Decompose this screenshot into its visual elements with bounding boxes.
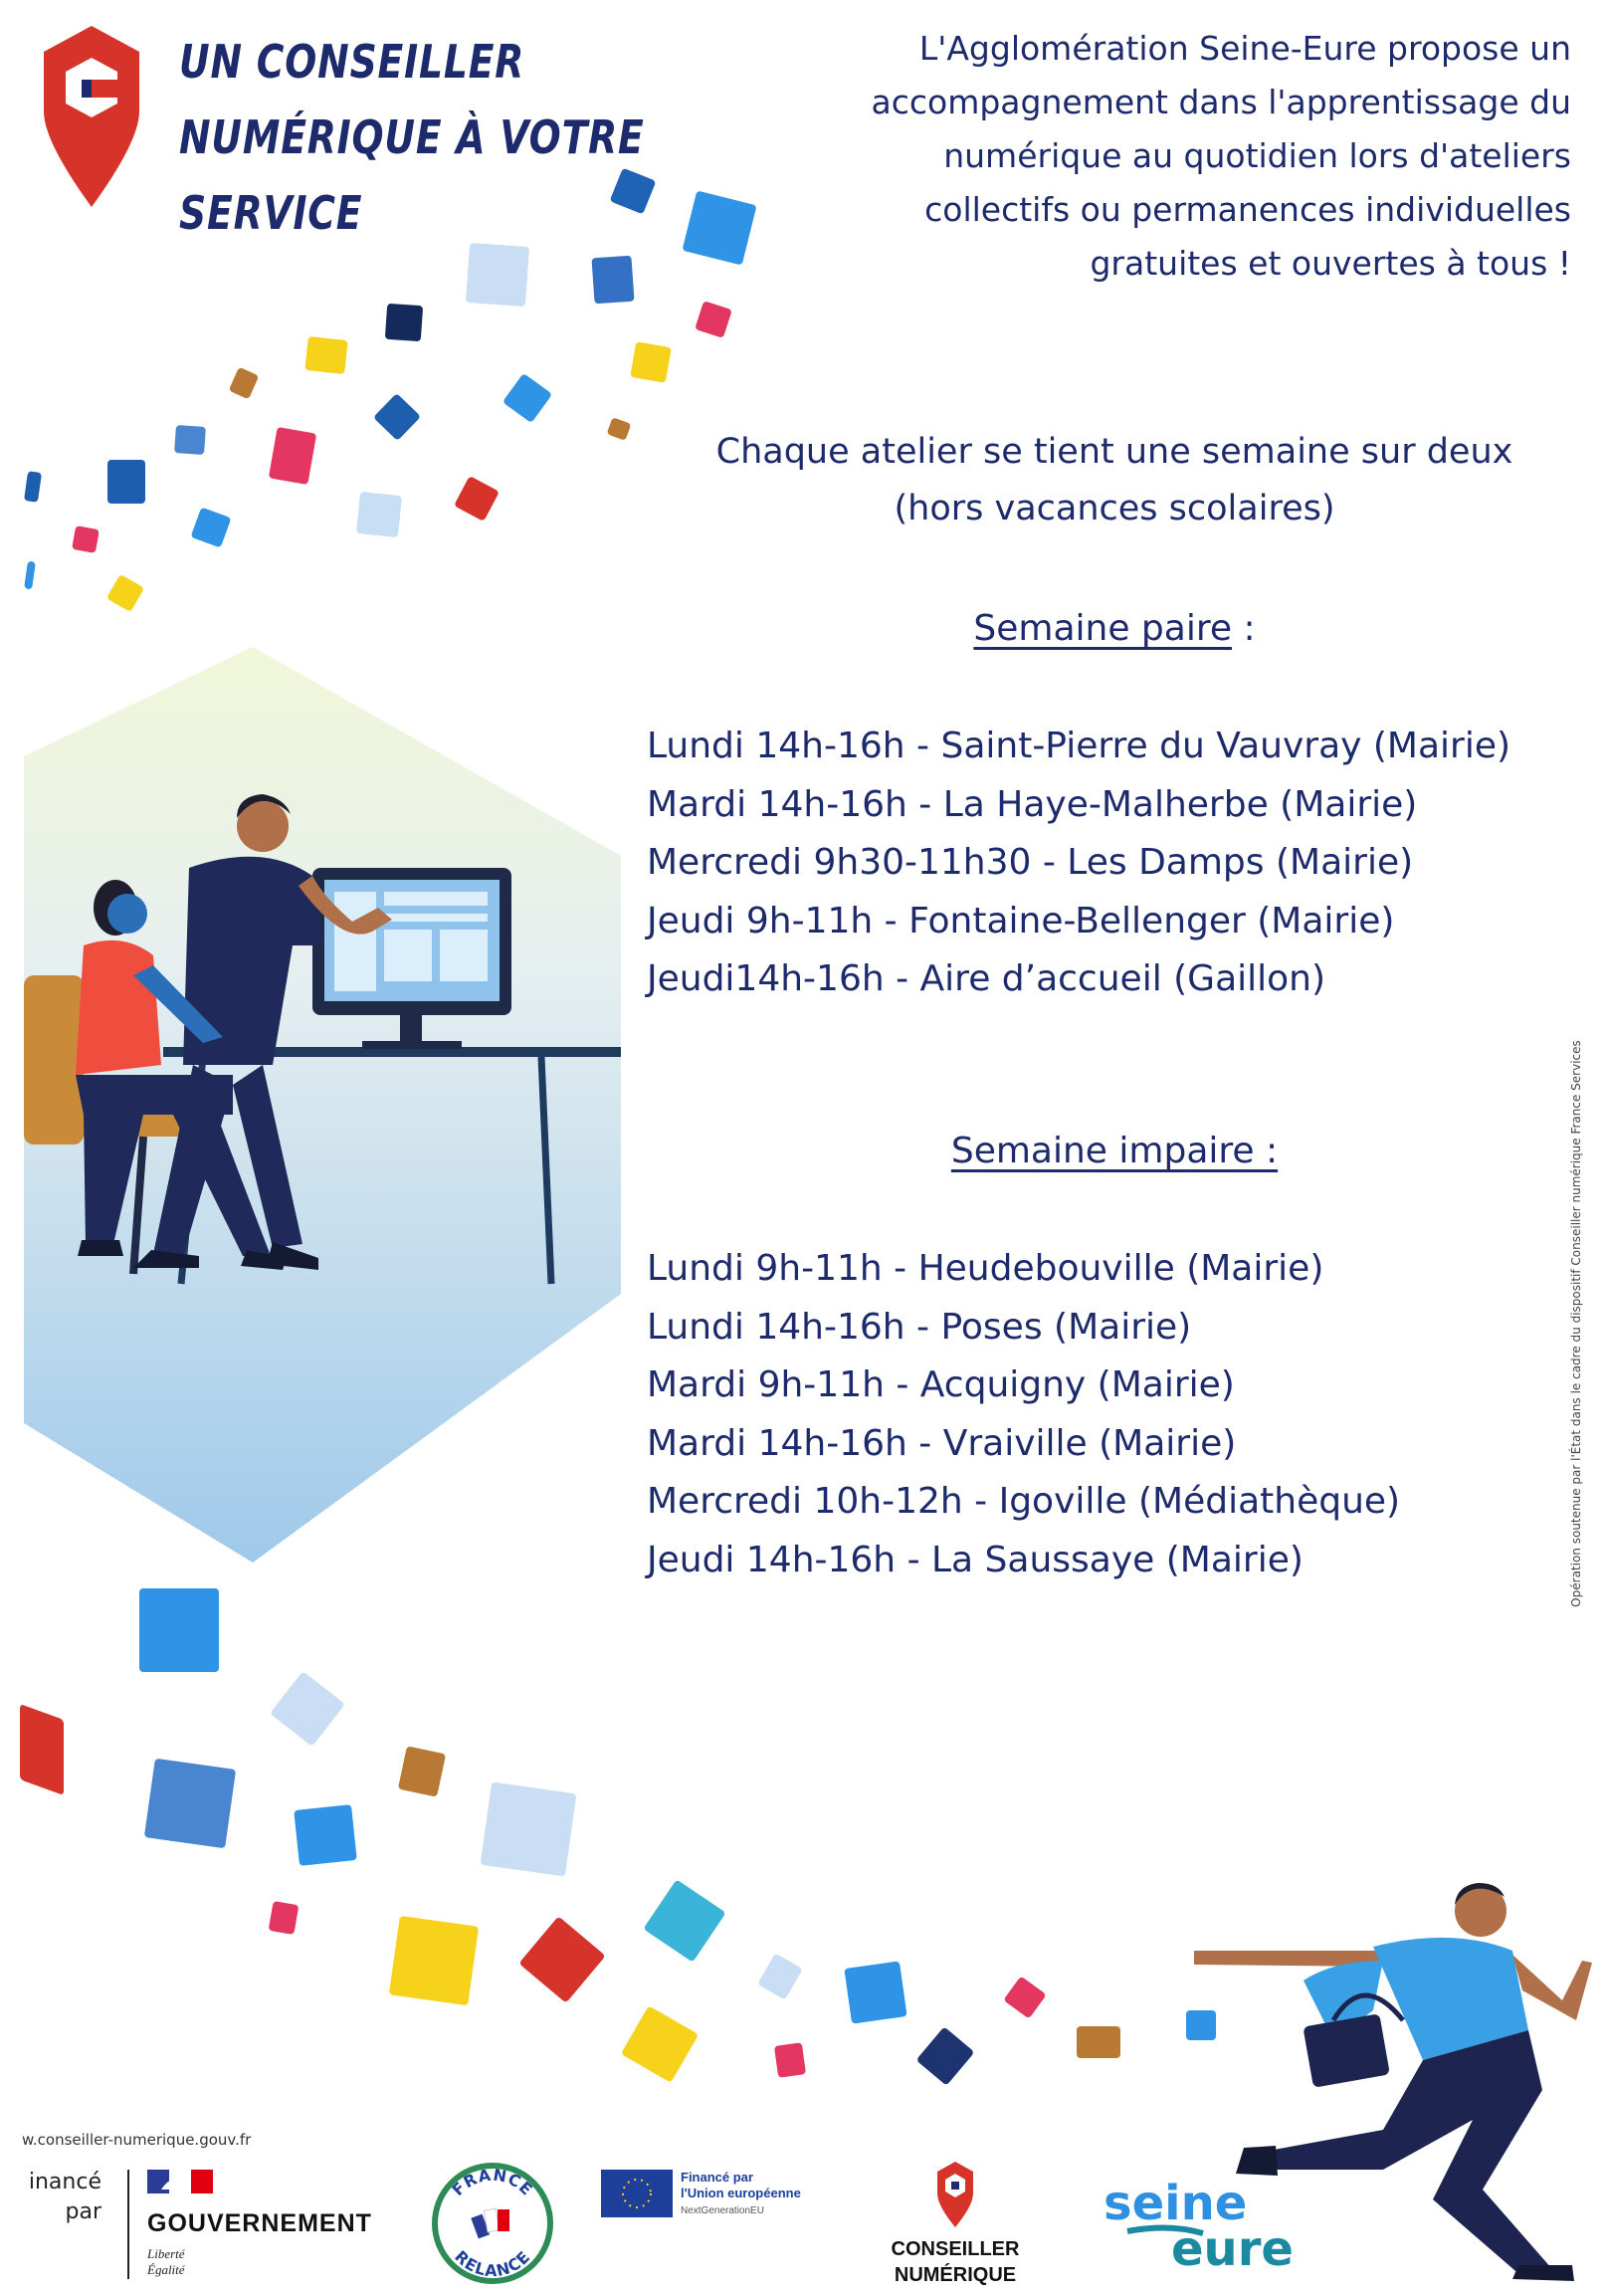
confetti-square <box>190 507 231 547</box>
even-week-list <box>647 718 1572 1009</box>
seine-eure-logo <box>1100 2170 1328 2279</box>
confetti-square <box>621 2005 699 2082</box>
conseiller-numerique-pin-logo <box>36 22 147 211</box>
confetti-square <box>107 460 145 504</box>
seine-eure-bottom: eure <box>1171 2221 1294 2277</box>
schedule-intro-line: Chaque atelier se tient une semaine sur deux <box>715 432 1513 472</box>
odd-week-list <box>647 1240 1572 1589</box>
workshop-illustration <box>24 647 621 1563</box>
eu-line: NextGenerationEU <box>681 2205 764 2216</box>
confetti-square <box>695 301 732 338</box>
eu-line: Financé par <box>681 2170 753 2185</box>
intro-line: L'Agglomération Seine-Eure propose un <box>918 29 1571 68</box>
confetti-square <box>916 2026 975 2085</box>
title-line: NUMÉRIQUE À VOTRE <box>179 110 645 164</box>
confetti-square <box>844 1961 906 2023</box>
intro-line: accompagnement dans l'apprentissage du <box>871 83 1571 121</box>
cn-line: CONSEILLER <box>891 2238 1020 2260</box>
confetti-square <box>24 561 36 590</box>
eu-funding-logo <box>601 2170 840 2221</box>
confetti-square <box>270 1671 345 1747</box>
schedule-item: Jeudi 9h-11h - Fontaine-Bellenger (Mairie) <box>647 900 1395 941</box>
confetti-square <box>72 525 100 553</box>
title-line: UN CONSEILLER <box>179 35 525 89</box>
intro-line: collectifs ou permanences individuelles <box>924 190 1571 229</box>
confetti-square <box>1077 2026 1120 2058</box>
schedule-item: Mardi 9h-11h - Acquigny (Mairie) <box>647 1364 1235 1405</box>
confetti-square <box>389 1916 479 2005</box>
confetti-square <box>757 1953 803 1999</box>
relance-top-text: FRANCE <box>448 2165 537 2200</box>
confetti-square <box>20 1704 64 1795</box>
schedule-intro-line: (hors vacances scolaires) <box>894 489 1335 528</box>
financed-line: par <box>65 2199 101 2224</box>
confetti-square <box>144 1759 236 1849</box>
confetti-square <box>304 336 347 374</box>
schedule-intro <box>637 424 1592 537</box>
eu-funding-text <box>681 2170 840 2216</box>
seine-eure-top: seine <box>1104 2176 1248 2231</box>
confetti-square <box>373 393 421 441</box>
confetti-square <box>607 417 632 441</box>
confetti-square <box>643 1879 725 1962</box>
relance-bottom-text: RELANCE <box>451 2246 534 2281</box>
intro-line: gratuites et ouvertes à tous ! <box>1090 244 1571 283</box>
confetti-square <box>24 471 42 503</box>
schedule-item: Mardi 14h-16h - La Haye-Malherbe (Mairie) <box>647 783 1418 825</box>
confetti-square <box>502 373 552 423</box>
confetti-square <box>518 1916 605 2002</box>
confetti-square <box>481 1781 577 1876</box>
even-week-heading-suffix: : <box>1232 608 1256 649</box>
confetti-square <box>774 2042 806 2078</box>
cn-line: NUMÉRIQUE <box>894 2264 1017 2286</box>
page-title <box>179 24 645 251</box>
france-relance-logo <box>428 2158 557 2287</box>
confetti-square <box>106 574 144 612</box>
odd-week-heading-text: Semaine impaire : <box>950 1131 1279 1171</box>
intro-line: numérique au quotidien lors d'ateliers <box>943 136 1571 175</box>
gouvernement-logo <box>147 2170 396 2278</box>
schedule-item: Mercredi 10h-12h - Igoville (Médiathèque) <box>647 1481 1401 1522</box>
confetti-square <box>466 243 529 307</box>
gouvernement-title: GOUVERNEMENT <box>147 2209 372 2237</box>
confetti-square <box>610 168 657 215</box>
confetti-square <box>630 341 672 383</box>
french-flag-icon <box>147 2170 217 2193</box>
confetti-square <box>591 256 634 305</box>
vertical-funding-note: Opération soutenue par l'État dans le cadre du dispositif Conseiller numérique France Services <box>1569 1040 1583 1607</box>
confetti-square <box>269 1901 300 1935</box>
confetti-square <box>294 1804 357 1866</box>
schedule-item: Lundi 14h-16h - Saint-Pierre du Vauvray (Mairie) <box>647 726 1511 766</box>
intro-paragraph <box>715 22 1571 291</box>
eu-line: l'Union européenne <box>681 2186 801 2200</box>
motto-line: Égalité <box>147 2262 185 2277</box>
schedule-item: Jeudi14h-16h - Aire d’accueil (Gaillon) <box>647 958 1326 999</box>
eu-flag-icon <box>601 2170 673 2217</box>
gouvernement-motto <box>147 2246 396 2278</box>
financed-line: inancé <box>28 2170 101 2194</box>
title-line: SERVICE <box>179 186 363 240</box>
confetti-square <box>454 476 500 522</box>
confetti-square <box>385 304 423 341</box>
confetti-square <box>229 367 260 400</box>
confetti-square <box>139 1588 219 1672</box>
motto-line: Liberté <box>147 2246 185 2261</box>
confetti-square <box>174 425 206 455</box>
even-week-heading <box>637 605 1592 653</box>
confetti-square <box>356 492 402 537</box>
confetti-square <box>398 1746 446 1796</box>
schedule-item: Lundi 9h-11h - Heudebouville (Mairie) <box>647 1248 1324 1289</box>
schedule-item: Jeudi 14h-16h - La Saussaye (Mairie) <box>647 1539 1304 1580</box>
schedule-item: Lundi 14h-16h - Poses (Mairie) <box>647 1306 1192 1348</box>
confetti-square <box>269 427 316 485</box>
financed-by-label <box>20 2168 101 2227</box>
conseiller-numerique-footer-logo <box>876 2160 1035 2285</box>
pin-icon <box>933 2160 977 2229</box>
divider <box>127 2170 129 2279</box>
schedule-item: Mardi 14h-16h - Vraiville (Mairie) <box>647 1422 1237 1464</box>
schedule-item: Mercredi 9h30-11h30 - Les Damps (Mairie) <box>647 842 1414 883</box>
odd-week-heading <box>637 1128 1592 1175</box>
website-url: w.conseiller-numerique.gouv.fr <box>22 2131 252 2149</box>
even-week-heading-text: Semaine paire <box>973 608 1233 649</box>
confetti-square <box>1003 1976 1047 2018</box>
